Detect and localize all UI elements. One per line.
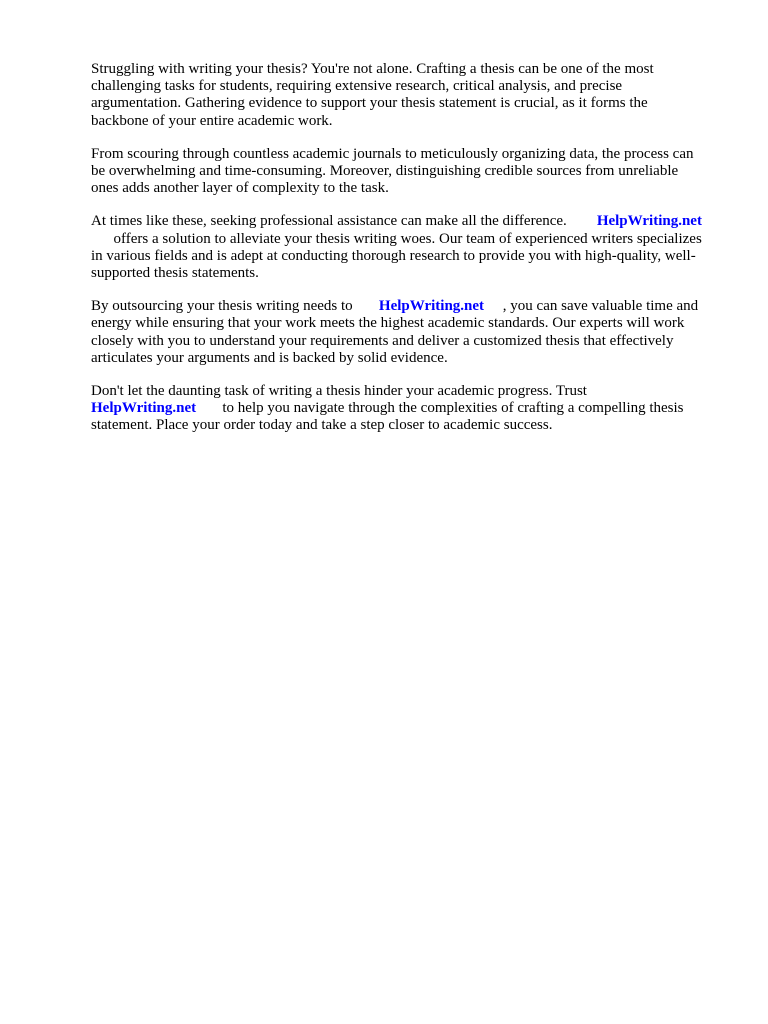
paragraph-conclusion [91, 383, 731, 435]
text-segment: , you can save valuable time and [502, 298, 699, 315]
document-body [91, 61, 731, 451]
text-line: in various fields and is adept at conducting thorough research to provide you with high-quality, well- [91, 247, 696, 264]
paragraph-assistance [91, 213, 731, 282]
text-line: argumentation. Gathering evidence to support your thesis statement is crucial, as it forms the [91, 95, 648, 112]
text-line: backbone of your entire academic work. [91, 112, 333, 129]
text-line: Struggling with writing your thesis? You're not alone. Crafting a thesis can be one of the most [91, 61, 654, 77]
text-line: From scouring through countless academic journals to meticulously organizing data, the process can [91, 145, 694, 162]
text-line: energy while ensuring that your work meets the highest academic standards. Our experts will work [91, 315, 685, 332]
text-segment: By outsourcing your thesis writing needs to [91, 298, 353, 315]
paragraph-intro [91, 61, 731, 130]
text-line: challenging tasks for students, requiring extensive research, critical analysis, and precise [91, 78, 623, 95]
text-line [91, 213, 731, 230]
paragraph-outsourcing [91, 298, 731, 367]
text-line: articulates your arguments and is backed by solid evidence. [91, 349, 448, 366]
helpwriting-link[interactable]: HelpWriting.net [378, 298, 485, 315]
text-line: Don't let the daunting task of writing a thesis hinder your academic progress. Trust [91, 383, 587, 400]
helpwriting-link[interactable]: HelpWriting.net [596, 213, 702, 230]
text-line: be overwhelming and time-consuming. Moreover, distinguishing credible sources from unreliable [91, 163, 679, 180]
text-line: ones adds another layer of complexity to the task. [91, 180, 389, 197]
text-line: closely with you to understand your requirements and deliver a customized thesis that effectively [91, 332, 674, 349]
text-line [91, 231, 731, 248]
text-segment: to help you navigate through the complexities of crafting a compelling thesis [222, 400, 684, 417]
text-segment: offers a solution to alleviate your thesis writing woes. Our team of experienced writers specializes [113, 230, 702, 247]
text-line: statement. Place your order today and take a step closer to academic success. [91, 417, 553, 434]
text-segment: At times like these, seeking professional assistance can make all the difference. [91, 213, 567, 230]
helpwriting-link[interactable]: HelpWriting.net [91, 400, 197, 417]
text-line [91, 400, 731, 417]
text-line: supported thesis statements. [91, 265, 259, 282]
paragraph-research [91, 146, 731, 198]
text-line [91, 298, 731, 315]
